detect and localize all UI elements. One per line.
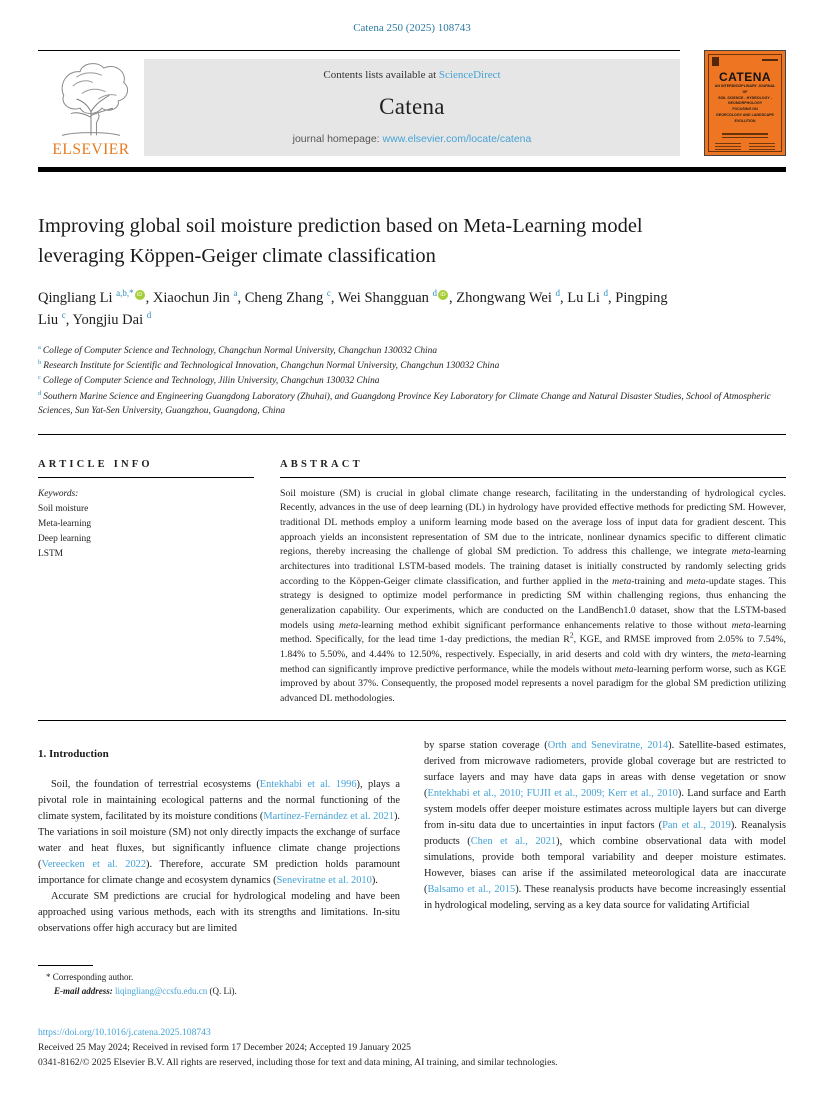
citation-link[interactable]: Chen et al., 2021 xyxy=(470,835,557,847)
author-line: Qingliang Li $^{a,b,*}$ iD , Xiaochun Jin $^a$, Cheng Zhang $^c$, Wei Shangguan $^d$ iD , Zhongwang Wei $^d$, Lu Li $^d$, Pingping Liu $^c$, Yongjiu Dai $^d$ xyxy=(38,288,668,328)
affiliation-text: College of Computer Science and Technology, Jilin University, Changchun 130032 China xyxy=(42,376,380,387)
homepage-link[interactable]: www.elsevier.com/locate/catena xyxy=(382,133,532,145)
article-info-heading: ARTICLE INFO xyxy=(38,459,254,478)
keywords-label: Keywords: xyxy=(38,488,79,499)
article-info-column xyxy=(38,459,254,707)
cover-subtitle-2: SOIL SCIENCE - HYDROLOGY - GEOMORPHOLOGY xyxy=(718,95,772,106)
elsevier-tree-icon xyxy=(38,59,144,139)
cover-issue-mark xyxy=(762,59,778,61)
footnote-block xyxy=(38,965,400,999)
affiliation-superscript: a xyxy=(38,343,41,351)
journal-citation[interactable]: Catena 250 (2025) 108743 xyxy=(353,22,471,34)
title-block-divider xyxy=(38,434,786,435)
email-suffix: (Q. Li). xyxy=(207,985,237,996)
cover-fine-print xyxy=(722,133,768,138)
doi-link[interactable]: https://doi.org/10.1016/j.catena.2025.108743 xyxy=(38,1026,211,1038)
left-column xyxy=(38,738,400,999)
right-column xyxy=(424,738,786,999)
intro-paragraph-3: by sparse station coverage (Orth and Seneviratne, 2014). Satellite-based estimates, derived from microwave radiometers, provide global coverage but are restricted to surface layers and may have data gaps in areas with dense vegetation or snow (Entekhabi et al., 2010; FUJII et al., 2009; Kerr et al., 2010). Land surface and Earth system models offer deeper moisture estimates across multiple layers but can diverge from in-situ data due to uncertainties in input factors (Pan et al., 2019). Reanalysis products (Chen et al., 2021), which combine observational data with model simulations, provide both temporal variability and deeper moisture estimates. However, biases can arise if the assimilated meteorological data are inaccurate (Balsamo et al., 2015). These reanalysis products have become increasingly essential in hydrological modeling, serving as a key data source for validating Artificial xyxy=(424,739,786,911)
keywords-list xyxy=(38,502,254,563)
corresponding-author-note: * Corresponding author. xyxy=(46,971,134,982)
abstract-heading: ABSTRACT xyxy=(280,459,786,478)
affiliation-row xyxy=(38,343,786,358)
email-line xyxy=(38,985,400,999)
article-title: Improving global soil moisture prediction based on Meta-Learning model leveraging Köppen-Geiger climate classification xyxy=(38,215,643,267)
introduction-section xyxy=(38,738,786,999)
affiliation-superscript: c xyxy=(38,374,41,382)
elsevier-wordmark: ELSEVIER xyxy=(52,141,130,158)
abstract-divider xyxy=(38,720,786,721)
journal-cover-thumbnail[interactable] xyxy=(704,50,786,156)
contents-prefix: Contents lists available at xyxy=(323,69,439,81)
affiliation-row xyxy=(38,358,786,373)
homepage-line xyxy=(152,133,672,145)
affiliation-row xyxy=(38,389,786,419)
sciencedirect-link[interactable]: ScienceDirect xyxy=(438,69,501,81)
cover-title: CATENA xyxy=(718,70,772,84)
affiliation-text: Southern Marine Science and Engineering Guangdong Laboratory (Zhuhai), and Guangdong Province Key Laboratory for Climate Change and Natural Disaster Studies, School of Atmospheric Sciences, Sun Yat-Sen University, Guangzhou, Guangdong, China xyxy=(38,391,771,417)
journal-masthead xyxy=(144,59,680,156)
header-divider xyxy=(38,167,786,172)
keyword: Soil moisture xyxy=(38,503,89,514)
cover-subtitle-3: FOCUSING ON xyxy=(732,107,758,111)
email-link[interactable]: liqingliang@ccsfu.edu.cn xyxy=(115,985,208,996)
citation-link[interactable]: Pan et al., 2019 xyxy=(662,819,731,831)
affiliation-text: College of Computer Science and Technology, Changchun Normal University, Changchun 130032 China xyxy=(42,345,438,356)
journal-title: Catena xyxy=(379,94,445,119)
cover-editor-columns xyxy=(715,143,774,150)
keyword: Deep learning xyxy=(38,534,91,545)
affiliation-text: Research Institute for Scientific and Technological Innovation, Changchun Normal University, Changchun 130032 China xyxy=(43,361,500,372)
affiliation-row xyxy=(38,373,786,388)
affiliation-superscript: b xyxy=(38,358,42,366)
elsevier-logo[interactable] xyxy=(38,51,144,159)
citation-link[interactable]: Balsamo et al., 2015 xyxy=(427,883,516,895)
journal-header xyxy=(38,50,786,159)
citation-link[interactable]: Martínez-Fernández et al. 2021 xyxy=(263,810,394,822)
keyword: LSTM xyxy=(38,549,64,560)
homepage-prefix: journal homepage: xyxy=(292,133,383,145)
introduction-heading: 1. Introduction xyxy=(38,747,109,760)
copyright-line: 0341-8162/© 2025 Elsevier B.V. All rights are reserved, including those for text and data mining, AI training, and similar technologies. xyxy=(38,1057,558,1069)
citation-link[interactable]: Entekhabi et al., 2010; FUJII et al., 2009; Kerr et al., 2010 xyxy=(427,787,678,799)
info-abstract-section xyxy=(38,459,786,707)
keyword: Meta-learning xyxy=(38,518,92,529)
cover-corner-mark xyxy=(712,57,719,66)
keywords-block xyxy=(38,487,254,563)
email-label: E-mail address: xyxy=(54,985,113,996)
received-dates: Received 25 May 2024; Received in revised form 17 December 2024; Accepted 19 January 2025 xyxy=(38,1042,411,1054)
footnote-rule xyxy=(38,965,93,966)
abstract-text: Soil moisture (SM) is crucial in global climate change research, facilitating in the understanding of hydrological cycles. Recently, advances in the use of deep learning (DL) in hydrology have provided effective methods for predicting SM. However, traditional DL methods employ a uniform learning mode based on the average loss of input data for gradient descent. This approach yields an inconsistent representation of SM due to the intricate, nonlinear dynamics specific to different climatic regions, thereby increasing the challenge of global SM prediction. To address this challenge, we integrate meta-learning architectures into traditional LSTM-based models. The training dataset is initially constructed by randomly selecting grids according to the Köppen-Geiger climate classification, and further applied in the meta-training and meta-update stages. This strategy is designed to optimize model performance in predicting SM within challenging regions, thus enhancing the generalization capability. Our experiments, which are conducted on the LandBench1.0 dataset, show that the LSTM-based models using meta-learning method exhibit significant performance enhancements relative to those without meta-learning method. Specifically, for the lead time 1-day predictions, the median $R^2$, KGE, and RMSE improved from 2.05% to 7.54%, 1.84% to 5.50%, and 4.44% to 12.50%, respectively. Especially, in arid deserts and cold with dry winters, the meta-learning method can significantly improve predictive performance, while the models without meta-learning perform worse, such as KGE improved by about 37%. Consequently, the proposed model represents a novel paradigm for the global SM prediction utilizing advanced DL methodologies. xyxy=(280,487,787,705)
citation-link[interactable]: Entekhabi et al. 1996 xyxy=(259,778,357,790)
journal-cover-art xyxy=(708,54,782,152)
intro-paragraph-1: Soil, the foundation of terrestrial ecosystems (Entekhabi et al. 1996), plays a pivotal role in maintaining ecological patterns and the normal functioning of the climate system, facilitated by its moisture conditions (Martínez-Fernández et al. 2021). The variations in soil moisture (SM) not only directly impacts the exchange of surface water and heat fluxes, but significantly influence climate change projections (Vereecken et al. 2022). Therefore, accurate SM prediction holds paramount importance for climate change and ecosystem dynamics (Seneviratne et al. 2010). xyxy=(38,778,400,886)
citation-link[interactable]: Orth and Seneviratne, 2014 xyxy=(547,739,669,751)
citation-link[interactable]: Vereecken et al. 2022 xyxy=(41,858,147,870)
cover-subtitle-1: AN INTERDISCIPLINARY JOURNAL OF xyxy=(714,84,776,94)
affiliations xyxy=(38,343,786,419)
orcid-icon[interactable]: iD xyxy=(135,290,145,300)
contents-line xyxy=(152,69,672,81)
orcid-icon[interactable]: iD xyxy=(438,290,448,300)
citation-link[interactable]: Seneviratne et al. 2010 xyxy=(276,874,372,886)
intro-paragraph-2: Accurate SM predictions are crucial for hydrological modeling and have been approached using various methods, each with its strengths and limitations. In-situ observations offer high accuracy but are limited xyxy=(38,890,400,934)
article-footer xyxy=(38,1025,786,1071)
abstract-column xyxy=(280,459,786,707)
affiliation-superscript: d xyxy=(38,389,42,397)
cover-subtitle-4: GEOECOLOGY AND LANDSCAPE EVOLUTION xyxy=(716,112,774,123)
